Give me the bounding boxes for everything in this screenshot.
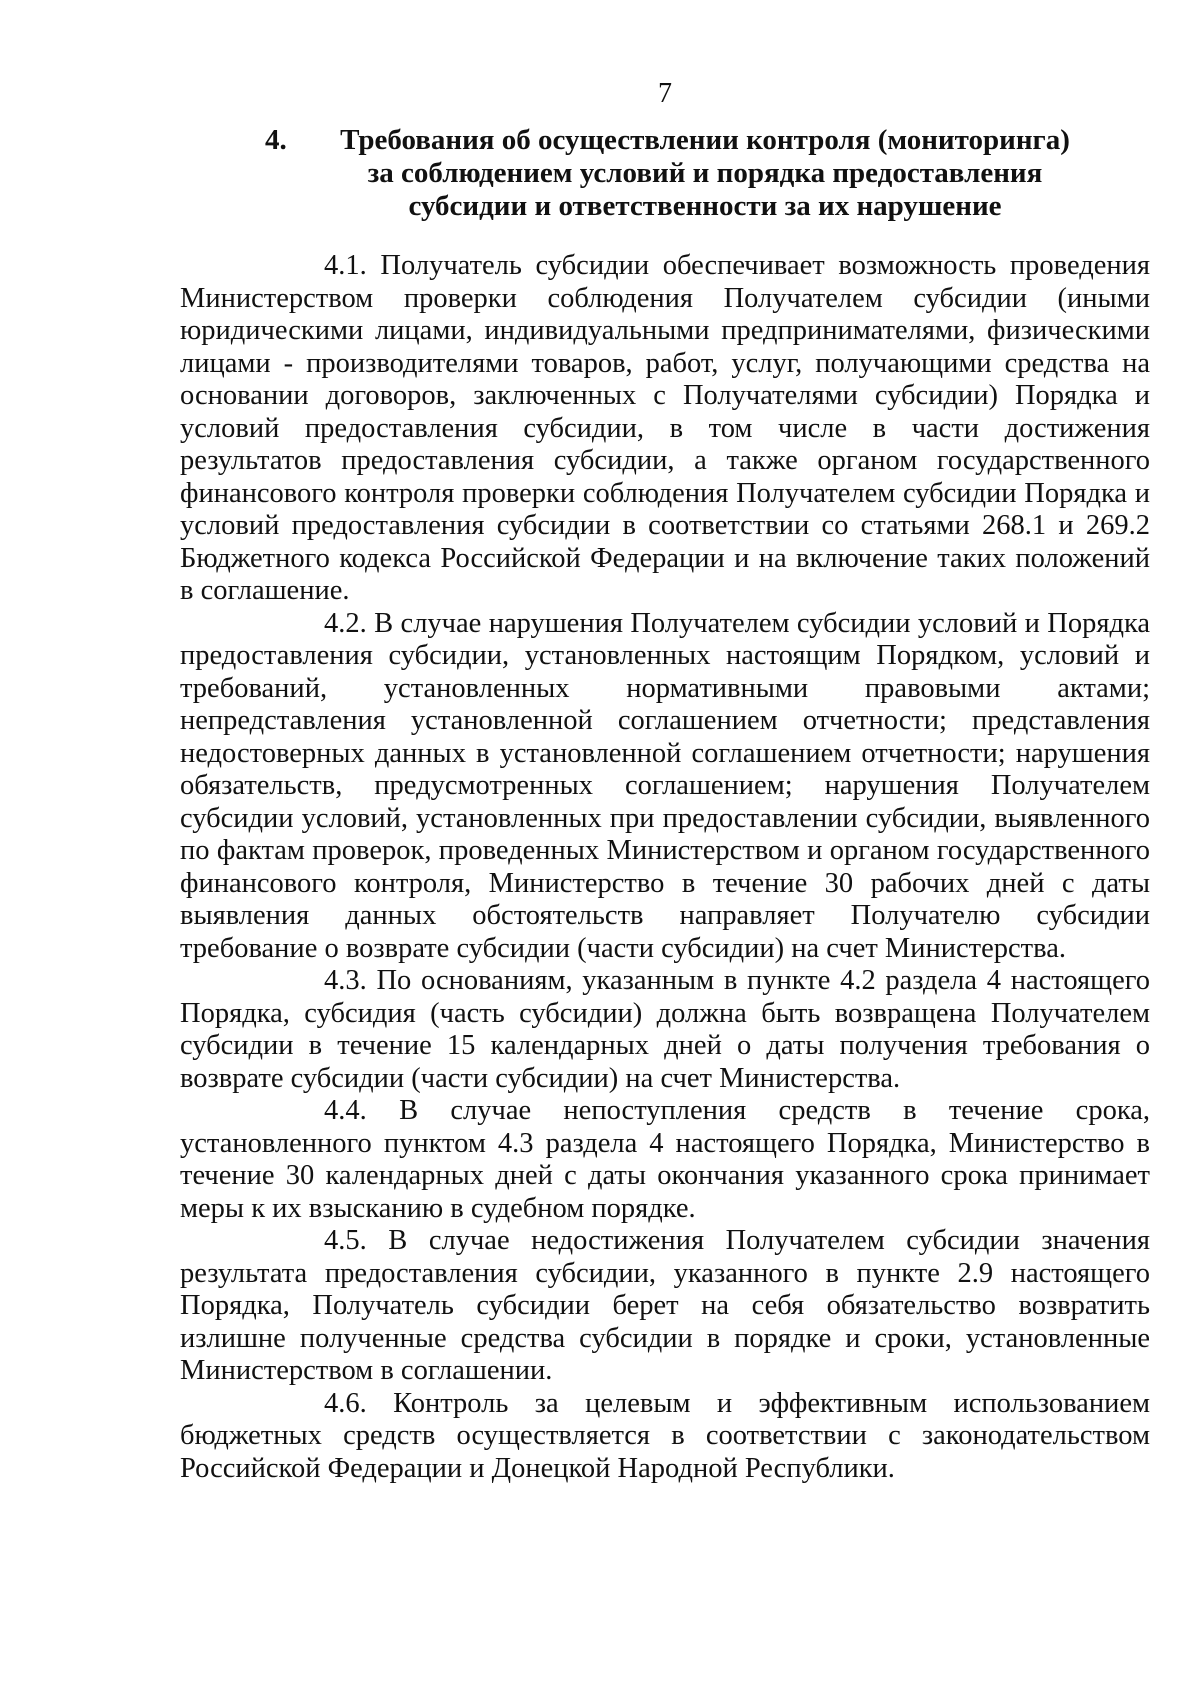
- paragraph-text: В случае непоступления средств в течение срока, установленного пунктом 4.3 раздела 4 настоящего Порядка, Министерство в течение 30 календарных дней с даты окончания указанного срока принимает меры к их взысканию в судебном порядке.: [180, 1095, 1151, 1224]
- paragraph-4-6: [180, 1388, 1150, 1486]
- paragraph-number: 4.1.: [324, 250, 367, 281]
- section-title-line: субсидии и ответственности за их нарушение: [408, 190, 1002, 222]
- section-title: [265, 124, 1145, 223]
- paragraph-4-1: [180, 250, 1150, 608]
- paragraph-number: 4.6.: [324, 1387, 367, 1419]
- paragraph-number: 4.3.: [324, 965, 367, 996]
- section-title-line: за соблюдением условий и порядка предоставления: [367, 157, 1043, 189]
- section-title-line: Требования об осуществлении контроля (мониторинга): [340, 124, 1070, 156]
- paragraph-4-5: [180, 1225, 1150, 1388]
- section-body: [180, 250, 1150, 1485]
- paragraph-number: 4.2.: [324, 607, 367, 639]
- paragraph-text: По основаниям, указанным в пункте 4.2 раздела 4 настоящего Порядка, субсидия (часть субсидии) должна быть возвращена Получателем субсидии в течение 15 календарных дней о даты получения требования о возврате субсидии (части субсидии) на счет Министерства.: [180, 965, 1150, 1094]
- paragraph-text: Контроль за целевым и эффективным использованием бюджетных средств осуществляется в соответствии с законодательством Российской Федерации и Донецкой Народной Республики.: [180, 1387, 1151, 1484]
- paragraph-number: 4.5.: [324, 1225, 367, 1256]
- paragraph-4-3: [180, 965, 1150, 1095]
- page-number: 7: [658, 78, 672, 109]
- paragraph-4-4: [180, 1095, 1150, 1225]
- paragraph-text: В случае недостижения Получателем субсидии значения результата предоставления субсидии, указанного в пункте 2.9 настоящего Порядка, Получатель субсидии берет на себя обязательство возвратить излишне полученные средства субсидии в порядке и сроки, установленные Министерством в соглашении.: [180, 1225, 1151, 1386]
- paragraph-4-2: [180, 608, 1150, 966]
- paragraph-number: 4.4.: [324, 1095, 367, 1126]
- paragraph-text: В случае нарушения Получателем субсидии условий и Порядка предоставления субсидии, установленных настоящим Порядком, условий и требований, установленных нормативными правовыми актами; непредставления установленной соглашением отчетности; представления недостоверных данных в установленной соглашением отчетности; нарушения обязательств, предусмотренных соглашением; нарушения Получателем субсидии условий, установленных при предоставлении субсидии, выявленного по фактам проверок, проведенных Министерством и органом государственного финансового контроля, Министерство в течение 30 рабочих дней с даты выявления данных обстоятельств направляет Получателю субсидии требование о возврате субсидии (части субсидии) на счет Министерства.: [180, 607, 1151, 964]
- paragraph-text: Получатель субсидии обеспечивает возможность проведения Министерством проверки соблюдения Получателем субсидии (иными юридическими лицами, индивидуальными предпринимателями, физическими лицами - производителями товаров, работ, услуг, получающими средства на основании договоров, заключенных с Получателями субсидии) Порядка и условий предоставления субсидии, в том числе в части достижения результатов предоставления субсидии, а также органом государственного финансового контроля проверки соблюдения Получателем субсидии Порядка и условий предоставления субсидии в соответствии со статьями 268.1 и 269.2 Бюджетного кодекса Российской Федерации и на включение таких положений в соглашение.: [180, 250, 1151, 606]
- section-number: 4.: [265, 124, 287, 156]
